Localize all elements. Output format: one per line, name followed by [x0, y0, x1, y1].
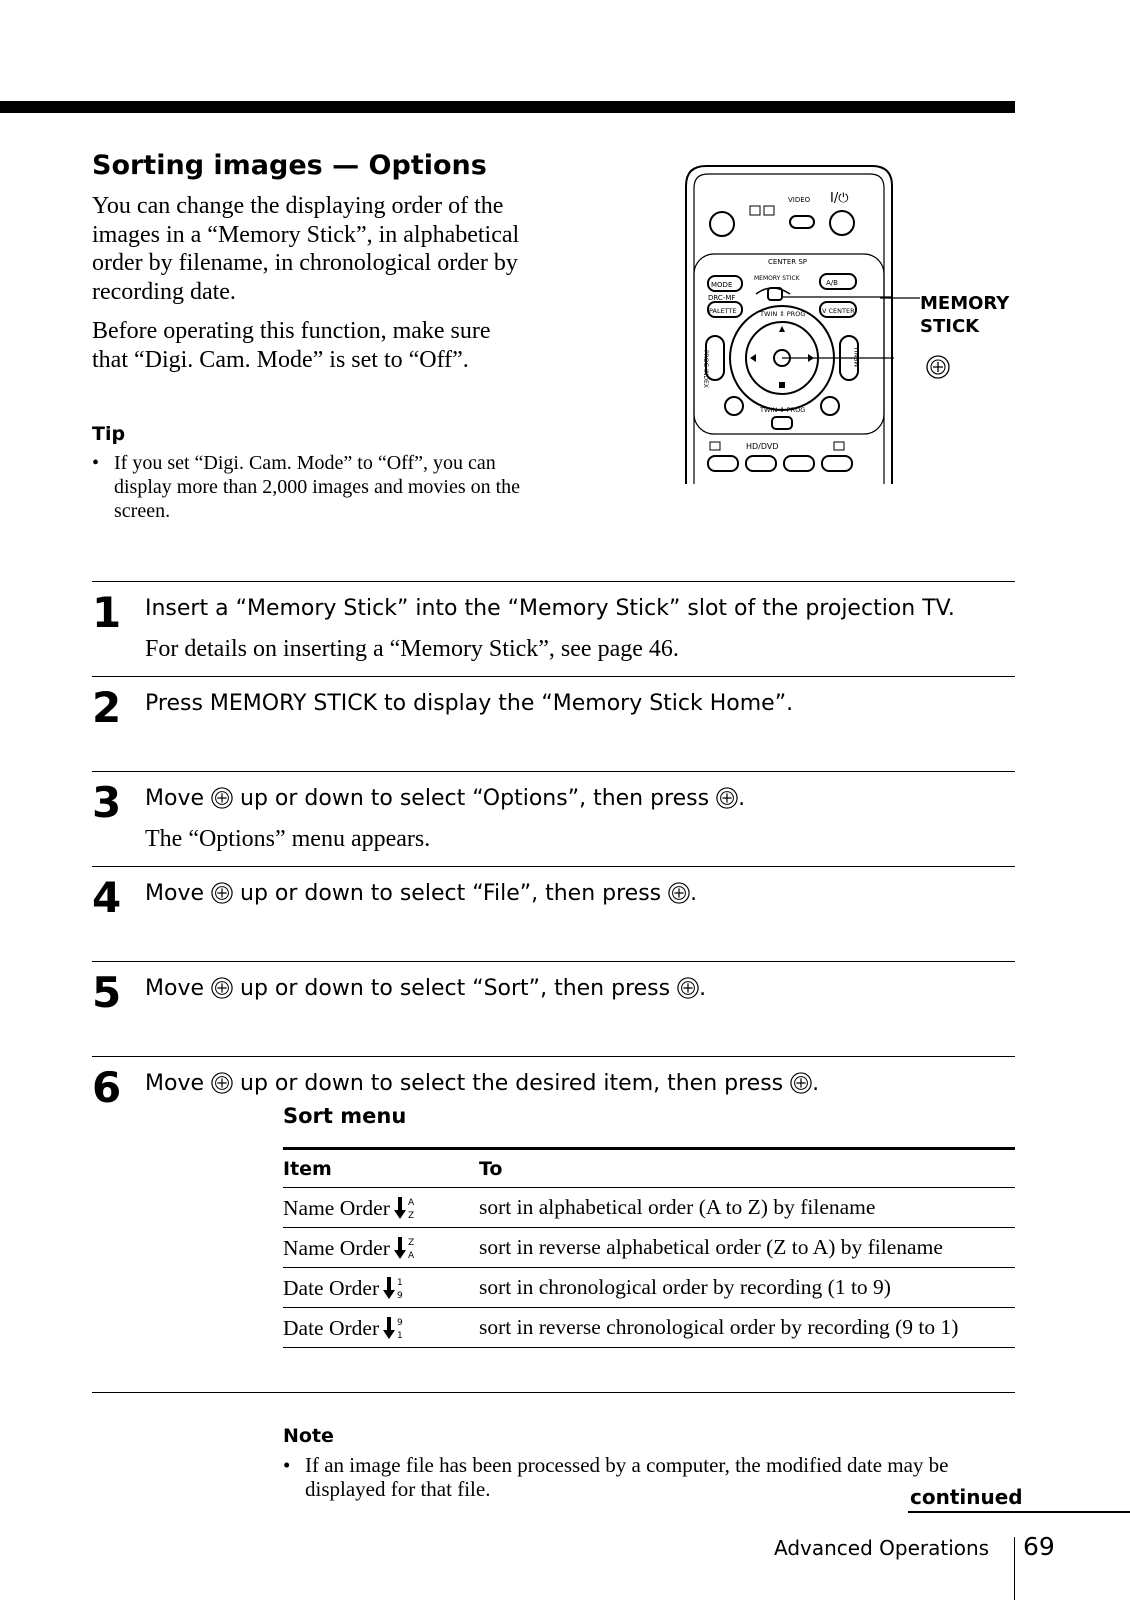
- sort-icon-top-label: 9: [397, 1317, 403, 1328]
- step-divider: [92, 676, 1015, 677]
- sort-item-cell: [283, 1228, 479, 1268]
- sort-description-cell: sort in alphabetical order (A to Z) by filename: [479, 1188, 1015, 1228]
- step-instruction: Insert a “Memory Stick” into the “Memory Stick” slot of the projection TV.: [145, 596, 955, 621]
- footer-divider: [1014, 1537, 1015, 1600]
- table-row: [283, 1228, 1015, 1268]
- note-text: • If an image file has been processed by a computer, the modified date may be displayed for that file.: [283, 1453, 949, 1501]
- step-number: 1: [92, 588, 122, 637]
- sort-icon-bottom-label: A: [407, 1250, 415, 1261]
- memory-stick-callout: [920, 292, 1009, 338]
- remote-prog-index-label: PROG INDEX: [702, 350, 709, 388]
- remote-ab-label: A/B: [826, 279, 838, 287]
- sort-description-cell: sort in reverse chronological order by recording (9 to 1): [479, 1308, 1015, 1348]
- jog-button-icon: [790, 1072, 812, 1094]
- sort-icon-top-label: A: [407, 1197, 415, 1208]
- step-instruction: [145, 880, 697, 908]
- step-text: up or down to select “Options”, then press: [240, 786, 710, 811]
- step-instruction: [145, 975, 706, 1003]
- remote-power-label: I/⏻: [830, 191, 849, 206]
- remote-transport-icons: [750, 326, 814, 388]
- sort-description-cell: sort in chronological order by recording (1 to 9): [479, 1268, 1015, 1308]
- sort-item-cell: [283, 1188, 479, 1228]
- section-divider: [92, 1392, 1015, 1393]
- continued-rule: [908, 1511, 1130, 1513]
- sort-menu-table: [283, 1147, 1015, 1348]
- sort-order-icon: [383, 1275, 405, 1301]
- table-row: [283, 1268, 1015, 1308]
- remote-mode-label: MODE: [711, 281, 733, 289]
- page-number: 69: [1023, 1532, 1055, 1561]
- table-row: [283, 1188, 1015, 1228]
- column-header-item: Item: [283, 1149, 479, 1188]
- jog-button-icon: [211, 977, 233, 999]
- callout-line: STICK: [920, 316, 980, 337]
- remote-menu-label: MENU: [853, 347, 861, 367]
- sort-item-label: Name Order: [283, 1235, 390, 1260]
- step-text: .: [812, 1071, 820, 1096]
- remote-twin-prog-bottom-label: TWIN ⇕ PROG: [760, 406, 806, 414]
- step-text: Move: [145, 976, 204, 1001]
- step-number: 3: [92, 778, 122, 827]
- step-detail: For details on inserting a “Memory Stick”, see page 46.: [145, 636, 679, 662]
- sort-description-cell: sort in reverse alphabetical order (Z to A) by filename: [479, 1228, 1015, 1268]
- note-item: If an image file has been processed by a computer, the modified date may be displayed for that file.: [305, 1453, 949, 1501]
- jog-button-icon: [716, 787, 738, 809]
- remote-hd-dvd-label: HD/DVD: [746, 442, 779, 451]
- jog-button-icon: [211, 787, 233, 809]
- intro-paragraph: You can change the displaying order of the images in a “Memory Stick”, in alphabetical order by filename, in chronological order by recording date.: [92, 193, 520, 305]
- remote-twin-prog-top-label: TWIN ⇕ PROG: [760, 310, 806, 318]
- sort-icon-top-label: Z: [407, 1237, 415, 1248]
- step-text: up or down to select the desired item, then press: [240, 1071, 784, 1096]
- column-header-to: To: [479, 1149, 1015, 1188]
- step-text: up or down to select “File”, then press: [240, 881, 662, 906]
- step-text: .: [699, 976, 707, 1001]
- sort-item-label: Date Order: [283, 1275, 380, 1300]
- sort-icon-bottom-label: Z: [407, 1210, 415, 1221]
- sort-menu-heading: Sort menu: [283, 1104, 407, 1128]
- header-rule: [0, 101, 1015, 113]
- step-text: up or down to select “Sort”, then press: [240, 976, 671, 1001]
- remote-v-center-label: V CENTER: [822, 307, 855, 315]
- page-title: Sorting images — Options: [92, 150, 487, 181]
- continued-label: continued: [910, 1485, 1023, 1509]
- jog-button-icon: [211, 882, 233, 904]
- remote-drc-mf-label: DRC-MF: [708, 294, 736, 302]
- step-instruction: [145, 1070, 819, 1098]
- sort-icon-bottom-label: 9: [397, 1290, 403, 1301]
- tip-text: • If you set “Digi. Cam. Mode” to “Off”, you can display more than 2,000 images and movies on the screen.: [92, 452, 521, 522]
- sort-order-icon: [383, 1315, 405, 1341]
- jog-button-icon: [211, 1072, 233, 1094]
- step-divider: [92, 771, 1015, 772]
- sort-order-icon: [394, 1195, 416, 1221]
- sort-order-icon: [394, 1235, 416, 1261]
- tip-heading: Tip: [92, 423, 126, 445]
- note-heading: Note: [283, 1425, 334, 1447]
- step-text: Move: [145, 1071, 204, 1096]
- remote-center-sp-label: CENTER SP: [768, 258, 807, 266]
- step-instruction: [145, 785, 745, 813]
- step-number: 4: [92, 873, 122, 922]
- callout-line: MEMORY: [920, 293, 1010, 314]
- sort-item-label: Date Order: [283, 1315, 380, 1340]
- table-header-row: [283, 1149, 1015, 1188]
- remote-control-illustration: [684, 164, 894, 486]
- step-text: .: [738, 786, 746, 811]
- sort-item-cell: [283, 1308, 479, 1348]
- intro-paragraph: Before operating this function, make sure that “Digi. Cam. Mode” is set to “Off”.: [92, 318, 491, 373]
- step-number: 6: [92, 1063, 122, 1112]
- jog-button-icon: [668, 882, 690, 904]
- remote-palette-label: PALETTE: [709, 307, 737, 315]
- step-number: 5: [92, 968, 122, 1017]
- jog-button-icon: [926, 355, 950, 379]
- jog-button-icon: [677, 977, 699, 999]
- step-instruction: Press MEMORY STICK to display the “Memory Stick Home”.: [145, 691, 794, 716]
- step-divider: [92, 961, 1015, 962]
- step-text: Move: [145, 786, 204, 811]
- step-divider: [92, 1056, 1015, 1057]
- sort-icon-bottom-label: 1: [397, 1330, 403, 1341]
- tip-item: If you set “Digi. Cam. Mode” to “Off”, you can display more than 2,000 images and movies on the screen.: [114, 452, 521, 522]
- remote-video-label: VIDEO: [788, 196, 811, 204]
- callout-leader: [880, 282, 920, 312]
- footer-section: Advanced Operations: [774, 1536, 990, 1560]
- step-divider: [92, 866, 1015, 867]
- step-text: .: [690, 881, 698, 906]
- step-text: Move: [145, 881, 204, 906]
- sort-icon-top-label: 1: [397, 1277, 403, 1288]
- remote-memory-stick-label: MEMORY STICK: [754, 275, 800, 282]
- step-number: 2: [92, 683, 122, 732]
- step-detail: The “Options” menu appears.: [145, 826, 431, 852]
- intro-text: [92, 192, 532, 385]
- step-divider: [92, 581, 1015, 582]
- sort-item-cell: [283, 1268, 479, 1308]
- sort-item-label: Name Order: [283, 1195, 390, 1220]
- table-row: [283, 1308, 1015, 1348]
